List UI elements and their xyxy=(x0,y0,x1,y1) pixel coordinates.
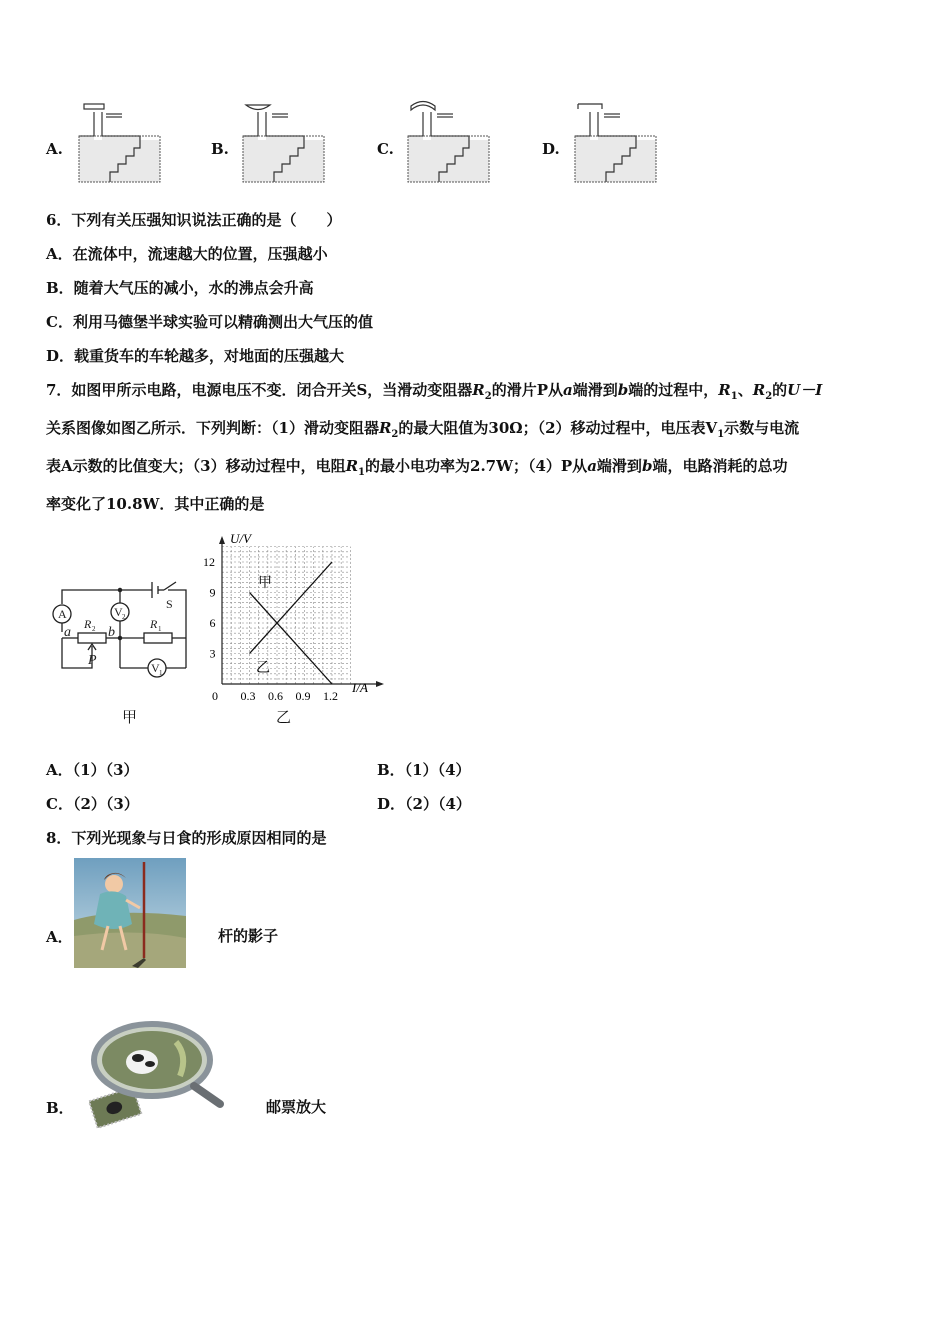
q6-option-c[interactable]: C．利用马德堡半球实验可以精确测出大气压的值 xyxy=(46,313,373,331)
q7-text: 端滑到 xyxy=(572,381,618,399)
q5-option-c-figure xyxy=(403,100,493,186)
q7-stem-line-3 xyxy=(46,456,787,483)
chart-x-tick-label: 0.9 xyxy=(295,689,311,702)
chart-grid xyxy=(222,547,350,684)
chart-y-axis-arrow xyxy=(219,536,225,544)
q7-var-a: a xyxy=(587,457,597,475)
circuit-v2-sub: 2 xyxy=(122,613,126,621)
circuit-r1-label: R xyxy=(150,617,158,631)
q8-option-a-label[interactable]: A． xyxy=(46,928,73,946)
chart-x-tick-label: 0.6 xyxy=(268,689,283,702)
q7-sub-1: 1 xyxy=(358,467,366,478)
q7-sep: 、 xyxy=(737,381,753,399)
chart-x-axis-arrow xyxy=(376,681,384,687)
q8-stem: 8．下列光现象与日食的形成原因相同的是 xyxy=(46,829,327,847)
chart-axes xyxy=(219,536,384,687)
q5-option-d-label[interactable]: D. xyxy=(542,140,560,158)
q6-option-d[interactable]: D．载重货车的车轮越多，对地面的压强越大 xyxy=(46,347,345,365)
q7-text: 示数与电流 xyxy=(724,419,800,437)
q7-sub-2: 2 xyxy=(391,429,399,440)
q5-option-a-label[interactable]: A. xyxy=(46,140,63,158)
q7-text: 端的过程中， xyxy=(628,381,719,399)
q7-text: 的 xyxy=(772,381,788,399)
q5-option-b-label[interactable]: B. xyxy=(211,140,229,158)
q7-text: 端滑到 xyxy=(596,457,642,475)
q7-var-r2: R xyxy=(472,381,485,399)
circuit-ammeter-label: A xyxy=(58,607,67,621)
circuit-v1-sub: 1 xyxy=(159,669,163,677)
chart-y-axis-label: U/V xyxy=(230,531,251,546)
q7-text: 7．如图甲所示电路，电源电压不变．闭合开关S，当滑动变阻器 xyxy=(46,381,473,399)
circuit-end-b: b xyxy=(108,625,115,640)
q7-sub-1: 1 xyxy=(730,391,738,402)
circuit-switch-label: S xyxy=(166,597,173,611)
q7-option-d[interactable]: D．（2）（4） xyxy=(377,795,471,813)
q6-option-b[interactable]: B．随着大气压的减小，水的沸点会升高 xyxy=(46,279,314,297)
q7-option-a[interactable]: A．（1）（3） xyxy=(46,761,139,779)
q7-text: 的滑片P从 xyxy=(491,381,563,399)
fig-caption-jia: 甲 xyxy=(122,708,138,726)
circuit-end-a: a xyxy=(64,625,71,640)
q7-var-b: b xyxy=(617,381,629,399)
chart-y-tick-label: 9 xyxy=(209,585,216,600)
q7-var-b: b xyxy=(641,457,653,475)
chart-x-tick-label: 0.3 xyxy=(240,689,256,702)
q8-option-b-text: 邮票放大 xyxy=(266,1098,327,1116)
chart-series-label-yi: 乙 xyxy=(256,661,270,676)
fig-caption-yi: 乙 xyxy=(276,708,292,726)
chart-y-tick-label: 6 xyxy=(209,616,216,630)
q5-option-c-label[interactable]: C. xyxy=(377,140,394,158)
q6-option-a[interactable]: A．在流体中，流速越大的位置，压强越小 xyxy=(46,245,328,263)
circuit-r2-sub: 2 xyxy=(92,625,96,633)
q7-stem-line-2 xyxy=(46,418,799,445)
chart-x-axis-label: I/A xyxy=(352,680,368,695)
q7-text: 表A示数的比值变大；（3）移动过程中，电阻 xyxy=(46,457,346,475)
q7-ui: U－I xyxy=(787,381,823,399)
q8-magnifier-stamp-image xyxy=(80,1016,230,1132)
chart-series-label-jia: 甲 xyxy=(258,576,272,591)
q7-text: 的最大阻值为30Ω；（2）移动过程中，电压表V xyxy=(398,419,718,437)
q7-var-r2: R xyxy=(752,381,766,399)
circuit-v2-label: V xyxy=(114,605,123,619)
chart-x-tick-label: 0 xyxy=(212,689,218,702)
circuit-v1-label: V xyxy=(151,661,160,675)
q7-sub-2: 2 xyxy=(484,391,492,402)
chart-y-tick-label: 12 xyxy=(203,555,215,569)
q7-circuit-diagram xyxy=(44,572,194,684)
q5-option-d-figure xyxy=(570,100,660,186)
q7-text: 端，电路消耗的总功 xyxy=(652,457,788,475)
q7-var-r1: R xyxy=(345,457,359,475)
chart-x-tick-label: 1.2 xyxy=(323,689,338,702)
q8-option-a-text: 杆的影子 xyxy=(218,927,279,945)
q7-text: 的最小电功率为2.7W；（4）P从 xyxy=(365,457,588,475)
q7-sub-2: 2 xyxy=(765,391,773,402)
circuit-r1-sub: 1 xyxy=(158,625,162,633)
q7-var-r2: R xyxy=(378,419,392,437)
chart-y-tick-label: 3 xyxy=(209,646,216,661)
q7-text: 关系图像如图乙所示．下列判断：（1）滑动变阻器 xyxy=(46,419,379,437)
q6-stem: 6．下列有关压强知识说法正确的是（ ） xyxy=(46,211,342,229)
q7-ui-chart xyxy=(196,526,386,702)
q7-sub-1: 1 xyxy=(717,429,725,440)
q7-var-r1: R xyxy=(718,381,731,399)
q5-option-b-figure xyxy=(238,100,328,186)
q7-stem-line-4: 率变化了10.8W．其中正确的是 xyxy=(46,495,265,513)
q7-option-c[interactable]: C．（2）（3） xyxy=(46,795,139,813)
circuit-r2-label: R xyxy=(84,617,92,631)
q7-stem-line-1 xyxy=(46,380,822,407)
q7-var-a: a xyxy=(563,381,573,399)
q8-option-b-label[interactable]: B． xyxy=(46,1099,74,1117)
q7-option-b[interactable]: B．（1）（4） xyxy=(377,761,471,779)
q5-option-a-figure xyxy=(74,100,164,186)
q8-pole-shadow-image xyxy=(74,858,186,968)
circuit-slider-label: P xyxy=(88,653,97,668)
